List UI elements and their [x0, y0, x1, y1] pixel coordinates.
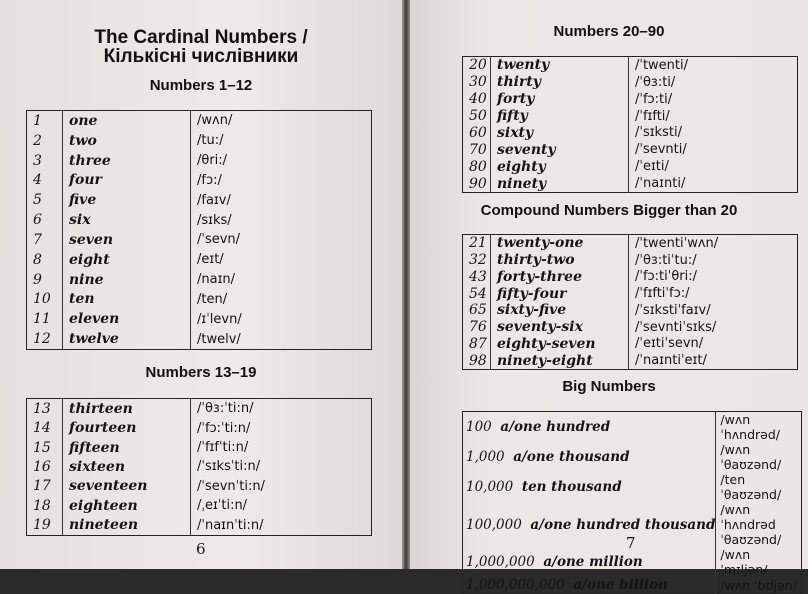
table-row — [463, 252, 798, 269]
number-cell: 7 — [27, 230, 63, 250]
table-row — [27, 250, 372, 270]
number-cell: 54 — [463, 285, 491, 302]
table-row — [27, 190, 372, 210]
table-row — [463, 175, 798, 192]
number-value: 1,000,000,000 — [466, 577, 565, 593]
table-row — [27, 111, 372, 131]
number-cell: 98 — [463, 352, 491, 369]
transcription-cell: /ˈsɪksti/ — [635, 125, 682, 141]
transcription-cell: /ˈsɪkstiˈfaɪv/ — [635, 302, 711, 318]
table-row — [463, 74, 798, 91]
number-cell: 50 — [463, 108, 491, 125]
number-value: 10,000 — [466, 479, 514, 495]
table-row — [27, 289, 372, 309]
table-row — [27, 151, 372, 171]
number-cell: 76 — [463, 319, 491, 336]
right-page — [410, 0, 808, 593]
number-word: a/one billion — [573, 577, 668, 593]
number-word-cell — [463, 442, 716, 472]
transcription-cell: /ˈnaɪntiˈeɪt/ — [635, 353, 707, 369]
transcription-cell: /ˈsevn/ — [197, 232, 241, 248]
transcription-cell: /ˈsevnˈti:n/ — [197, 478, 265, 494]
word-cell: ten — [63, 289, 191, 309]
number-word-cell — [463, 472, 716, 502]
transcription-cell: /θri:/ — [197, 153, 228, 169]
table-row — [463, 235, 798, 252]
word-cell: five — [63, 190, 191, 210]
number-word-cell — [463, 502, 716, 547]
word-cell: eighty-seven — [491, 335, 629, 352]
number-cell: 5 — [27, 190, 63, 210]
number-cell: 30 — [463, 74, 491, 91]
number-word: a/one hundred — [500, 419, 611, 435]
number-cell: 80 — [463, 158, 491, 175]
transcription-cell: /fɔ:/ — [197, 172, 222, 188]
numbers-1-12-table — [26, 110, 372, 350]
table-row — [27, 309, 372, 329]
book-spine — [402, 0, 410, 569]
table-row — [27, 419, 372, 438]
number-cell: 13 — [27, 399, 63, 419]
word-cell: fifty-four — [491, 285, 629, 302]
table-row — [27, 230, 372, 250]
number-word-cell — [463, 577, 716, 594]
table-row — [463, 442, 802, 472]
number-word: ten thousand — [521, 479, 622, 495]
transcription-cell: /ˈsevntiˈsɪks/ — [635, 319, 717, 335]
number-word: a/one thousand — [513, 449, 630, 465]
page-number-right: 7 — [626, 534, 636, 552]
table-row — [27, 477, 372, 496]
table-row — [27, 399, 372, 419]
word-cell: eighteen — [63, 496, 191, 515]
word-cell: thirteen — [63, 399, 191, 419]
number-cell: 19 — [27, 515, 63, 535]
word-cell: twenty-one — [491, 235, 629, 252]
transcription-cell: /twelv/ — [197, 331, 241, 347]
table-row — [27, 171, 372, 191]
transcription-cell: /sɪks/ — [197, 212, 232, 228]
table-row — [463, 57, 798, 74]
transcription-cell: /ten ˈθaʊzənd/ — [720, 472, 782, 502]
word-cell: nineteen — [63, 515, 191, 535]
number-cell: 87 — [463, 335, 491, 352]
word-cell: eight — [63, 250, 191, 270]
number-cell: 3 — [27, 151, 63, 171]
word-cell: forty-three — [491, 269, 629, 286]
table-row — [463, 124, 798, 141]
section-title-1-12: Numbers 1–12 — [149, 77, 253, 94]
transcription-cell: /wʌn/ — [197, 113, 233, 129]
transcription-cell: /naɪn/ — [197, 272, 236, 288]
word-cell: six — [63, 210, 191, 230]
numbers-13-19-table — [26, 398, 372, 536]
transcription-cell: /wʌn ˈmɪljən/ — [720, 547, 768, 577]
page-title: The Cardinal Numbers / — [94, 27, 308, 48]
word-cell: seventeen — [63, 477, 191, 496]
number-cell: 40 — [463, 91, 491, 108]
table-row — [463, 412, 802, 443]
transcription-cell: /ˈθɜ:ti/ — [635, 74, 676, 90]
transcription-cell: /ˈtwenti/ — [635, 57, 689, 73]
transcription-cell: /eɪt/ — [197, 252, 224, 268]
word-cell: ninety — [491, 175, 629, 192]
transcription-cell: /ɪˈlevn/ — [197, 311, 242, 327]
transcription-cell: /ˈfɔ:ti/ — [635, 91, 673, 107]
transcription-cell: /ˈθɜ:ˈti:n/ — [197, 401, 254, 417]
number-word: a/one hundred thousand — [530, 516, 716, 533]
number-cell: 6 — [27, 210, 63, 230]
transcription-cell: /ˈnaɪnti/ — [635, 176, 686, 192]
section-title-20-90: Numbers 20–90 — [553, 23, 665, 40]
table-row — [27, 210, 372, 230]
word-cell: fifty — [491, 108, 629, 125]
word-cell: fourteen — [63, 419, 191, 438]
word-cell: four — [63, 171, 191, 191]
number-cell: 9 — [27, 270, 63, 290]
number-word-cell — [463, 547, 716, 577]
number-cell: 20 — [463, 57, 491, 74]
transcription-cell: /wʌn ˈθaʊzənd/ — [720, 442, 782, 472]
word-cell: eighty — [491, 158, 629, 175]
word-cell: twelve — [63, 329, 191, 349]
transcription-cell: /ˈfɔ:tiˈθri:/ — [635, 269, 698, 285]
table-row — [463, 472, 802, 502]
table-row — [463, 319, 798, 336]
word-cell: forty — [491, 91, 629, 108]
table-row — [463, 302, 798, 319]
number-cell: 70 — [463, 141, 491, 158]
big-numbers-table — [462, 411, 802, 594]
page-number-left: 6 — [196, 540, 206, 558]
number-cell: 11 — [27, 309, 63, 329]
number-value: 100 — [466, 419, 492, 435]
left-page — [0, 0, 402, 569]
number-cell: 90 — [463, 175, 491, 192]
word-cell: seventy — [491, 141, 629, 158]
word-cell: sixteen — [63, 457, 191, 476]
transcription-cell: /ˈfɪftiˈfɔ:/ — [635, 286, 690, 302]
table-row — [463, 108, 798, 125]
transcription-cell: /ˈfɔ:ˈti:n/ — [197, 420, 251, 436]
table-row — [463, 577, 802, 594]
word-cell: ninety-eight — [491, 352, 629, 369]
transcription-cell: /ˈnaɪnˈti:n/ — [197, 517, 264, 533]
section-title-big: Big Numbers — [562, 378, 656, 395]
number-value: 1,000,000 — [466, 554, 535, 570]
table-row — [27, 329, 372, 349]
number-value: 1,000 — [466, 449, 505, 465]
transcription-cell: /ˈfɪfˈti:n/ — [197, 440, 249, 456]
transcription-cell: /wʌn ˈhʌndrəd/ — [720, 412, 781, 442]
table-row — [463, 158, 798, 175]
number-cell: 17 — [27, 477, 63, 496]
transcription-cell: /ˈfɪfti/ — [635, 108, 670, 124]
word-cell: three — [63, 151, 191, 171]
word-cell: nine — [63, 270, 191, 290]
number-word: a/one million — [543, 554, 643, 570]
number-word-cell — [463, 412, 716, 443]
number-value: 100,000 — [466, 516, 522, 533]
transcription-cell: /ˈtwentiˈwʌn/ — [635, 235, 719, 251]
table-row — [27, 131, 372, 151]
word-cell: two — [63, 131, 191, 151]
number-cell: 32 — [463, 252, 491, 269]
compound-numbers-table — [462, 234, 798, 370]
table-row — [463, 285, 798, 302]
transcription-cell: /ˈθɜ:tiˈtu:/ — [635, 252, 697, 268]
word-cell: fifteen — [63, 438, 191, 457]
transcription-cell: /wʌn ˈbɪljən/ — [720, 577, 797, 593]
transcription-cell: /ˈeɪtiˈsevn/ — [635, 336, 704, 352]
table-row — [463, 141, 798, 158]
transcription-cell: /faɪv/ — [197, 192, 231, 208]
number-cell: 21 — [463, 235, 491, 252]
section-title-13-19: Numbers 13–19 — [145, 364, 257, 381]
table-row — [463, 269, 798, 286]
number-cell: 10 — [27, 289, 63, 309]
transcription-cell: /ˈsevnti/ — [635, 142, 687, 158]
table-row — [27, 457, 372, 476]
table-row — [463, 91, 798, 108]
number-cell: 65 — [463, 302, 491, 319]
transcription-cell: /ten/ — [197, 291, 228, 307]
table-row — [27, 515, 372, 535]
word-cell: one — [63, 111, 191, 131]
transcription-cell: /ˈsɪksˈti:n/ — [197, 459, 261, 475]
word-cell: thirty — [491, 74, 629, 91]
word-cell: seventy-six — [491, 319, 629, 336]
number-cell: 8 — [27, 250, 63, 270]
number-cell: 60 — [463, 124, 491, 141]
number-cell: 18 — [27, 496, 63, 515]
table-row — [463, 335, 798, 352]
word-cell: twenty — [491, 57, 629, 74]
transcription-cell: /tu:/ — [197, 133, 224, 149]
word-cell: seven — [63, 230, 191, 250]
number-cell: 2 — [27, 131, 63, 151]
number-cell: 1 — [27, 111, 63, 131]
numbers-20-90-table — [462, 56, 798, 193]
page-subtitle: Кількісні числівники — [103, 46, 299, 67]
transcription-cell: /ˈeɪti/ — [635, 159, 669, 175]
word-cell: sixty-five — [491, 302, 629, 319]
number-cell: 12 — [27, 329, 63, 349]
word-cell: sixty — [491, 124, 629, 141]
number-cell: 16 — [27, 457, 63, 476]
section-title-compound: Compound Numbers Bigger than 20 — [480, 202, 738, 219]
table-row — [463, 352, 798, 369]
number-cell: 4 — [27, 171, 63, 191]
table-row — [27, 438, 372, 457]
word-cell: eleven — [63, 309, 191, 329]
transcription-cell: /ˌeɪˈti:n/ — [197, 498, 248, 514]
number-cell: 43 — [463, 269, 491, 286]
table-row — [27, 270, 372, 290]
number-cell: 14 — [27, 419, 63, 438]
table-row — [27, 496, 372, 515]
number-cell: 15 — [27, 438, 63, 457]
word-cell: thirty-two — [491, 252, 629, 269]
transcription-cell: /wʌn ˈhʌndrəd ˈθaʊzənd/ — [720, 502, 782, 547]
